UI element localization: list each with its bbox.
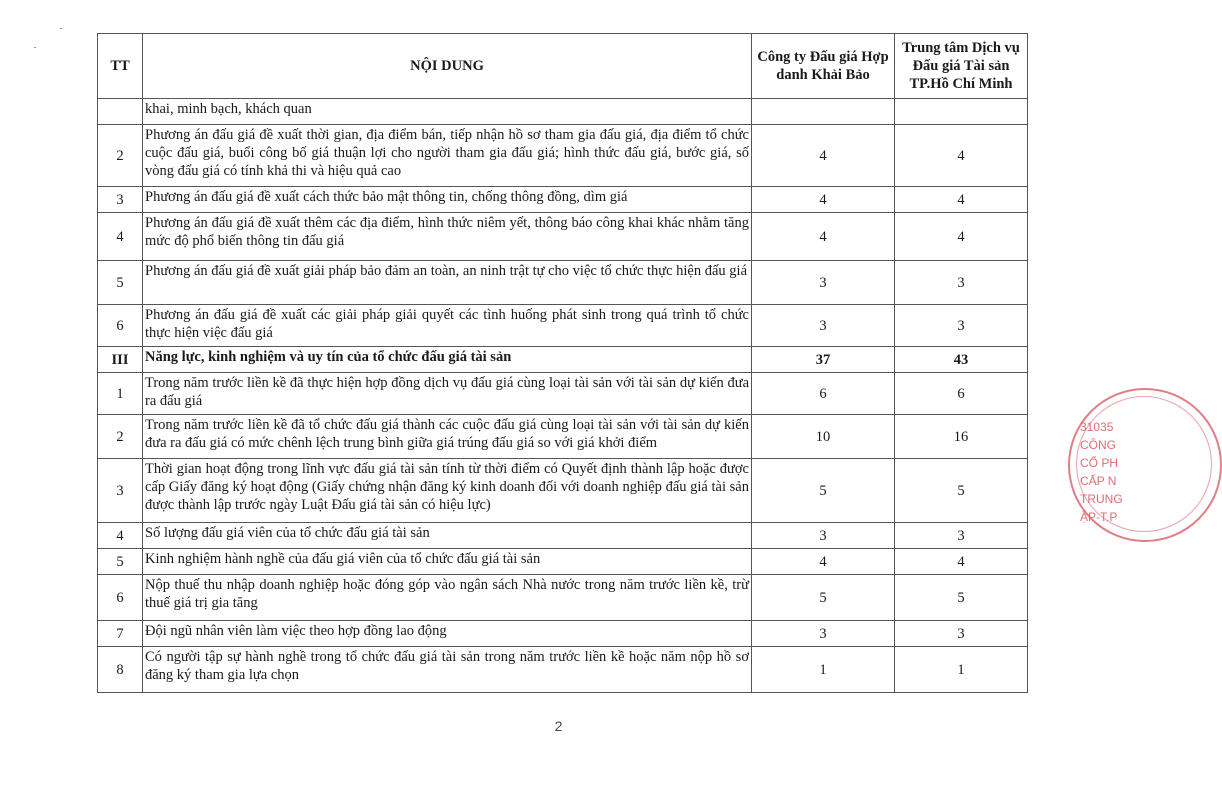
- table-row: [98, 459, 1028, 523]
- row-value-org1: 3: [752, 305, 895, 347]
- section-title: Năng lực, kinh nghiệm và uy tín của tổ chức đấu giá tài sản: [143, 347, 752, 373]
- row-tt: [98, 99, 143, 125]
- red-stamp: [1068, 388, 1128, 538]
- row-value-org1: 4: [752, 125, 895, 187]
- row-tt: 5: [98, 261, 143, 305]
- row-content: Nộp thuế thu nhập doanh nghiệp hoặc đóng góp vào ngân sách Nhà nước trong năm trước liền kề, trừ thuế giá trị gia tăng: [143, 575, 752, 621]
- row-value-org2: 3: [895, 621, 1028, 647]
- scan-speck: [34, 47, 36, 48]
- row-tt: 3: [98, 459, 143, 523]
- row-value-org1: 3: [752, 621, 895, 647]
- table-row: [98, 549, 1028, 575]
- row-tt: 8: [98, 647, 143, 693]
- stamp-line: 31035: [1080, 420, 1114, 434]
- row-value-org2: [895, 99, 1028, 125]
- table-row: [98, 575, 1028, 621]
- row-content: Đội ngũ nhân viên làm việc theo hợp đồng lao động: [143, 621, 752, 647]
- row-value-org2: 1: [895, 647, 1028, 693]
- row-content: Phương án đấu giá đề xuất thời gian, địa điểm bán, tiếp nhận hồ sơ tham gia đấu giá, địa điểm tổ chức cuộc đấu giá, buổi công bố giá thuận lợi cho người tham gia đấu giá; hình thức đấu giá, bước giá, số vòng đấu giá có tính khả thi và hiệu quả cao: [143, 125, 752, 187]
- row-content: Số lượng đấu giá viên của tổ chức đấu giá tài sản: [143, 523, 752, 549]
- row-content: khai, minh bạch, khách quan: [143, 99, 752, 125]
- row-value-org1: 5: [752, 575, 895, 621]
- row-content: Phương án đấu giá đề xuất giải pháp bảo đảm an toàn, an ninh trật tự cho việc tổ chức thực hiện đấu giá: [143, 261, 752, 305]
- table-row: [98, 523, 1028, 549]
- table-row: [98, 99, 1028, 125]
- table-row: [98, 125, 1028, 187]
- row-tt: 3: [98, 187, 143, 213]
- stamp-line: CẤP N: [1080, 474, 1117, 488]
- row-value-org1: 5: [752, 459, 895, 523]
- stamp-line: TRUNG: [1080, 492, 1123, 506]
- table-row: [98, 261, 1028, 305]
- section-total-org2: 43: [895, 347, 1028, 373]
- row-tt: 2: [98, 415, 143, 459]
- row-value-org2: 4: [895, 213, 1028, 261]
- row-value-org2: 5: [895, 575, 1028, 621]
- row-value-org1: 4: [752, 549, 895, 575]
- row-value-org1: 6: [752, 373, 895, 415]
- row-tt: 1: [98, 373, 143, 415]
- row-value-org2: 4: [895, 549, 1028, 575]
- row-content: Thời gian hoạt động trong lĩnh vực đấu giá tài sản tính từ thời điểm có Quyết định thành lập hoặc được cấp Giấy đăng ký hoạt động (Giấy chứng nhận đăng ký kinh doanh đối với doanh nghiệp đấu giá tài sản được thành lập trước ngày Luật Đấu giá tài sản có hiệu lực): [143, 459, 752, 523]
- row-value-org2: 4: [895, 125, 1028, 187]
- header-org2: Trung tâm Dịch vụ Đấu giá Tài sản TP.Hồ Chí Minh: [895, 34, 1028, 99]
- stamp-line: CÔNG: [1080, 438, 1116, 452]
- score-table: [97, 33, 1028, 693]
- header-content: NỘI DUNG: [143, 34, 752, 99]
- row-content: Phương án đấu giá đề xuất cách thức bảo mật thông tin, chống thông đồng, dìm giá: [143, 187, 752, 213]
- table-row: [98, 415, 1028, 459]
- table-row: [98, 187, 1028, 213]
- row-value-org1: 3: [752, 261, 895, 305]
- section-total-org1: 37: [752, 347, 895, 373]
- row-value-org1: 4: [752, 187, 895, 213]
- row-content: Trong năm trước liền kề đã thực hiện hợp đồng dịch vụ đấu giá cùng loại tài sản với tài sản dự kiến đưa ra đấu giá: [143, 373, 752, 415]
- row-value-org2: 3: [895, 305, 1028, 347]
- row-value-org2: 5: [895, 459, 1028, 523]
- row-value-org2: 16: [895, 415, 1028, 459]
- section-row: [98, 347, 1028, 373]
- table-row: [98, 305, 1028, 347]
- row-value-org2: 6: [895, 373, 1028, 415]
- row-tt: 6: [98, 575, 143, 621]
- row-content: Kinh nghiệm hành nghề của đấu giá viên của tổ chức đấu giá tài sản: [143, 549, 752, 575]
- row-tt: 4: [98, 213, 143, 261]
- section-tt: III: [98, 347, 143, 373]
- stamp-line: ẬP-T.P: [1080, 510, 1118, 524]
- table-row: [98, 621, 1028, 647]
- table-header: [98, 34, 1028, 99]
- row-tt: 7: [98, 621, 143, 647]
- row-tt: 4: [98, 523, 143, 549]
- row-tt: 6: [98, 305, 143, 347]
- header-org1: Công ty Đấu giá Hợp danh Khải Bảo: [752, 34, 895, 99]
- row-value-org1: 3: [752, 523, 895, 549]
- table-row: [98, 647, 1028, 693]
- row-value-org1: 4: [752, 213, 895, 261]
- row-value-org1: 1: [752, 647, 895, 693]
- header-row: [98, 34, 1028, 99]
- row-value-org2: 3: [895, 523, 1028, 549]
- header-tt: TT: [98, 34, 143, 99]
- row-tt: 2: [98, 125, 143, 187]
- row-value-org1: 10: [752, 415, 895, 459]
- row-value-org1: [752, 99, 895, 125]
- row-tt: 5: [98, 549, 143, 575]
- page-number: 2: [554, 718, 563, 734]
- row-content: Phương án đấu giá đề xuất thêm các địa điểm, hình thức niêm yết, thông báo công khai khác nhằm tăng mức độ phổ biến thông tin đấu giá: [143, 213, 752, 261]
- scan-speck: [60, 28, 62, 29]
- stamp-line: CỔ PH: [1080, 456, 1119, 470]
- row-content: Phương án đấu giá đề xuất các giải pháp giải quyết các tình huống phát sinh trong quá trình tổ chức thực hiện việc đấu giá: [143, 305, 752, 347]
- table-row: [98, 373, 1028, 415]
- row-value-org2: 3: [895, 261, 1028, 305]
- row-value-org2: 4: [895, 187, 1028, 213]
- table-body: [98, 99, 1028, 693]
- table-row: [98, 213, 1028, 261]
- stamp-text: [1080, 418, 1140, 526]
- row-content: Có người tập sự hành nghề trong tổ chức đấu giá tài sản trong năm trước liền kề hoặc năm nộp hồ sơ đăng ký tham gia lựa chọn: [143, 647, 752, 693]
- row-content: Trong năm trước liền kề đã tổ chức đấu giá thành các cuộc đấu giá cùng loại tài sản với tài sản dự kiến đưa ra đấu giá có mức chênh lệch trung bình giữa giá trúng đấu giá so với giá khởi điểm: [143, 415, 752, 459]
